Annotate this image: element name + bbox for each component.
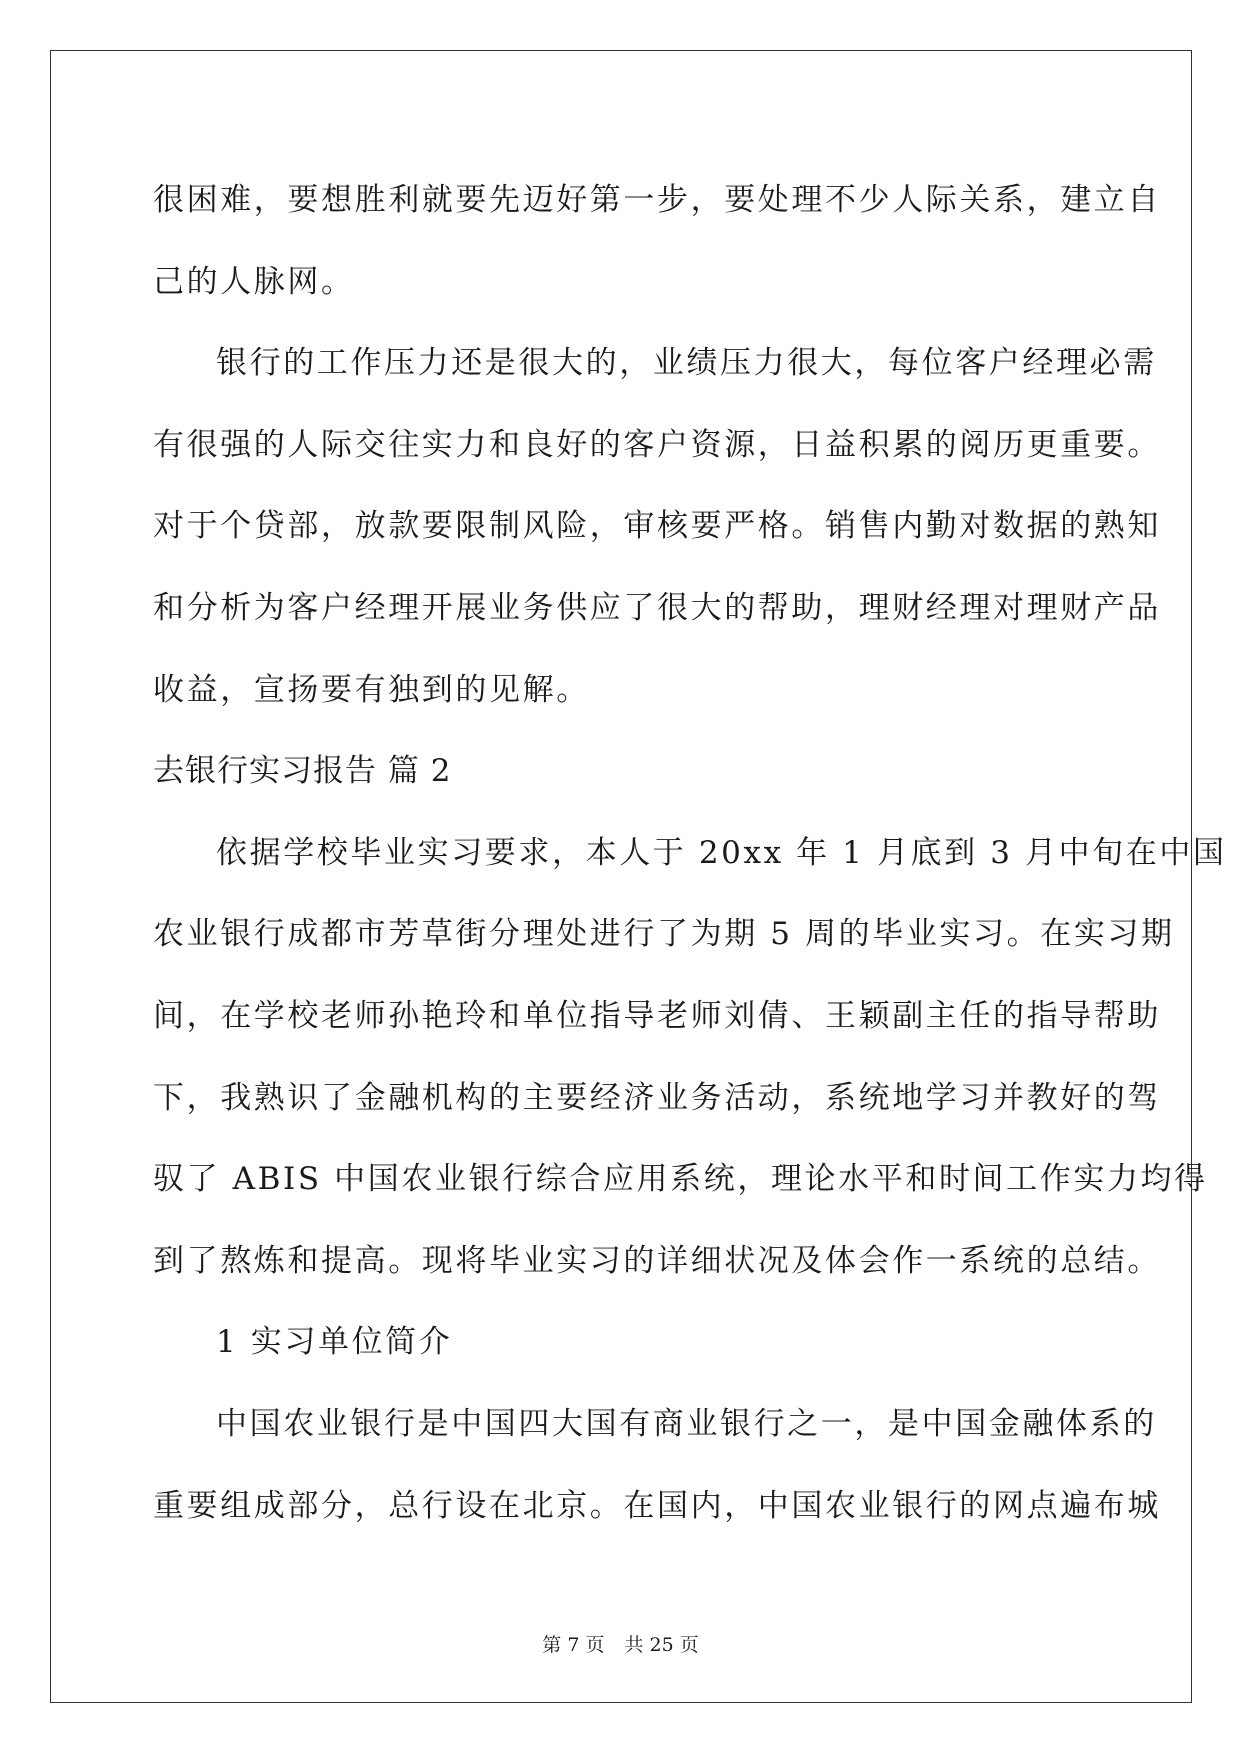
document-body [153, 160, 1227, 1547]
text-line: 对于个贷部，放款要限制风险，审核要严格。销售内勤对数据的熟知 [153, 508, 1161, 545]
paragraph-start-line: 银行的工作压力还是很大的，业绩压力很大，每位客户经理必需 [216, 345, 1157, 382]
text-line: 己的人脉网。 [153, 263, 355, 300]
text-line: 重要组成部分，总行设在北京。在国内，中国农业银行的网点遍布城 [153, 1487, 1161, 1524]
section-heading: 去银行实习报告 篇 2 [153, 753, 452, 790]
subsection-heading: 1 实习单位简介 [216, 1324, 453, 1361]
text-line: 和分析为客户经理开展业务供应了很大的帮助，理财经理对理财产品 [153, 589, 1161, 626]
paragraph-start-line: 依据学校毕业实习要求，本人于 20xx 年 1 月底到 3 月中旬在中国 [216, 834, 1227, 871]
text-line: 有很强的人际交往实力和良好的客户资源，日益积累的阅历更重要。 [153, 426, 1161, 463]
text-line: 很困难，要想胜利就要先迈好第一步，要处理不少人际关系，建立自 [153, 182, 1161, 218]
current-page-number: 第 7 页 [542, 1634, 605, 1656]
paragraph-start-line: 中国农业银行是中国四大国有商业银行之一，是中国金融体系的 [216, 1405, 1157, 1442]
page-footer [0, 1630, 1241, 1657]
text-line: 间，在学校老师孙艳玲和单位指导老师刘倩、王颖副主任的指导帮助 [153, 997, 1161, 1034]
text-line: 到了熬炼和提高。现将毕业实习的详细状况及体会作一系统的总结。 [153, 1242, 1161, 1279]
text-line: 下，我熟识了金融机构的主要经济业务活动，系统地学习并教好的驾 [153, 1079, 1161, 1116]
text-line: 驭了 ABIS 中国农业银行综合应用系统，理论水平和时间工作实力均得 [153, 1161, 1208, 1198]
total-page-count: 共 25 页 [624, 1634, 699, 1656]
text-line: 收益，宣扬要有独到的见解。 [153, 671, 590, 708]
text-line: 农业银行成都市芳草街分理处进行了为期 5 周的毕业实习。在实习期 [153, 916, 1175, 953]
